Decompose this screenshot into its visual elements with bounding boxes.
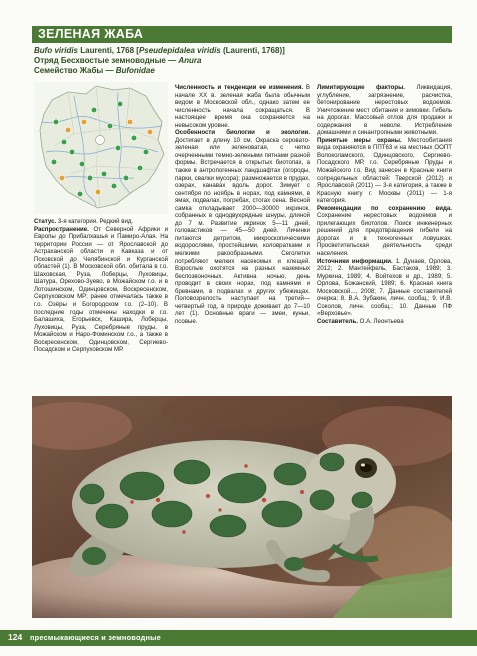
distribution-paragraph: Распространение. От Северной Африки и Европы до Прибалхашья и Памиро-Алая. На территории России — от Ярославской до Астраханской области и Кавказа и от Псковской до Челябинской и Курганской областей (1). В Московской обл. обитала в г.о. Шаховская, Руза, Лоберцы, Луховицы, Шатура, Орехово-Зуево, в Можайском г.о. и в Лотошинском, Одинцовском, Воскресенском, Серпуховском МР; ранее отмечалась также в г.о. Озёры и Богородском г.о. (2–10). В последние годы отмечены находки в г.о. Балашиха, Егорьевск, Кашира, Лоберцы, Луховицы, Руза, Серебряные пруды, в Можайском и Наро-Фоминском г.о., а также в Воскресенском, Одинцовском, Сергиево-Посадском и Серпуховском МР. (34, 225, 168, 354)
toad-photo (32, 396, 452, 618)
abundance-paragraph: Численность и тенденции ее изменения. В начале XX в. зеленая жаба была обычным видом в Московской обл., однако затем ее численность начала сокращаться. В настоящее время она сохраняется на невысоком уровне. (175, 84, 310, 129)
moscow-center (96, 136, 105, 145)
column-right (317, 84, 452, 326)
order-line: Отряд Бесхвостые земноводные — Anura (34, 56, 202, 65)
latin-name: Bufo viridis Laurenti, 1768 [Pseudepidalea viridis (Laurenti, 1768)] (34, 46, 285, 55)
toad-photo-svg (32, 396, 452, 618)
limiting-factors-paragraph: Лимитирующие факторы. Ликвидация, углубление, загрязнение, расчистка, бетонирование нерестовых водоемов. Уничтожение мест обитания и зимовки. Гибель на дорогах. Массовый отлов для продажи и содержания в неволе. Истребление домашними и синантропными животными. (317, 84, 452, 137)
compiler-paragraph: Составитель. О.А. Леонтьева (317, 317, 404, 325)
status-paragraph: Статус. 3-я категория. Редкий вид. (34, 218, 134, 225)
biology-paragraph: Особенности биологии и экологии. Достигает в длину 10 см. Окраска серовато-зеленая или зеленоватая, с четко очерченными темно-зелеными пятнами разной формы. Встречается в открытых биотопах, а также в антропогенных ландшафтах (огороды, парки, свалки мусора); размножается в прудах, озерах, канавах вдоль дорог. Зимует с сентября по ноябрь в норах, под камнями, в ямах, подвалах, погребах, стогах сена. Весной самка откладывает 2000—30000 икринок, собранных в однодвухрядные шнуры, длиной до 7 м. Развитие икринок 5—11 дней, головастиков — 45—50 дней. Личинки питаются детритом, микроскопическими водорослями, простейшими, коловратками и мелкими ракообразными. Сеголетки потребляют мелких насекомых и клещей. Взрослые охотятся на разных наземных беспозвоночных. Активна ночью, день проводит в своих норах, под камнями и бревнами, в подвалах и других убежищах. Половозрелость наступает на третий—четвертый год, в природе доживает до 7—10 лет (1). Основные враги — змеи, куньи, псовые. (175, 129, 310, 325)
sources-paragraph: Источники информации. 1. Дунаев, Орлова, 2012; 2. Мантейфель, Бастаков, 1989; 3. Муркина, 1989; 4. Войтехов и др., 1989; 5. Орлова, Божанский, 1989; 6. Красная книга Московской..., 2008; 7. Данные составителей очерка; 8. В.А. Зубакин, личн. сообщ.; 9. И.В. Соколов, личн. сообщ.; 10. Данные ПФ «Верховье». (317, 257, 452, 318)
distribution-map (34, 82, 168, 214)
section-title: пресмыкающиеся и земноводные (30, 633, 161, 642)
page-title: ЗЕЛЕНАЯ ЖАБА (38, 27, 144, 41)
map-svg (34, 82, 168, 214)
column-middle (175, 84, 310, 326)
protection-paragraph: Принятые меры охраны. Местообитания вида охраняются в ППТ63 и на местных ООПТ Волоколамского, Одинцовского, Сергиево-Посадского МР, г.о. Серебряные Пруды и Можайского г.о. Вид занесен в Красные книги сопредельных областей: Тверской (2012) и Ярославской (2011) — 3-я категория, а также в Красную книгу г. Москвы (2011) — 1-я категория. (317, 136, 452, 205)
family-line: Семейство Жабы — Bufonidae (34, 66, 155, 75)
recommendations-paragraph: Рекомендации по сохранению вида. Сохранение нерестовых водоемов и прилегающих биотопов. Поиск инженерных решений для предотвращения гибели на дорогах и в техногенных ловушках. Просветительская деятельность среди населения. (317, 204, 452, 258)
region-outline (40, 86, 164, 208)
page-number: 124 (8, 632, 23, 642)
column-left (34, 218, 168, 354)
